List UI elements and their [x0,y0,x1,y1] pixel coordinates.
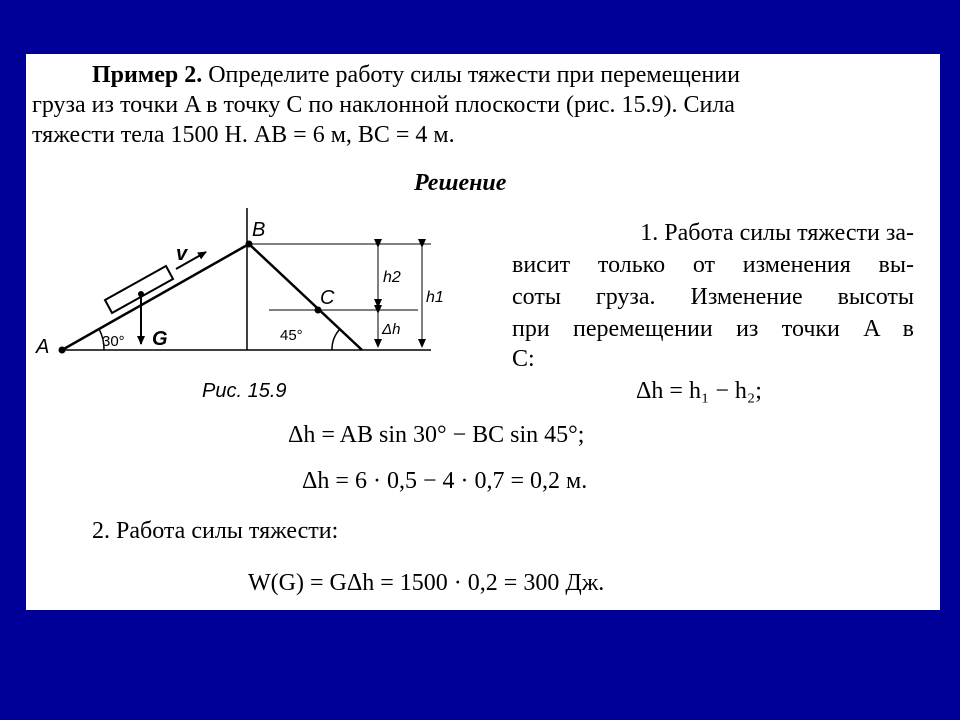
label-h2: h2 [383,269,401,286]
angle-30-label: 30° [102,333,125,350]
point-a [59,347,66,354]
point-b [246,241,253,248]
problem-line-2: груза из точки A в точку C по наклонной плоскости (рис. 15.9). Сила [32,92,735,118]
formula-1: Δh = h₁ − h₂; [636,378,762,404]
step1-line-3: соты груза. Изменение высоты [512,284,914,310]
figure-caption: Рис. 15.9 [202,380,287,402]
problem-text-1: Определите работу силы тяжести при перемещении [208,62,740,88]
step2-label: 2. Работа силы тяжести: [92,518,339,544]
label-c: C [320,287,335,309]
step1-line-2: висит только от изменения вы- [512,252,914,278]
document-page [26,54,940,610]
label-b: B [252,219,266,241]
step1-line-4: при перемещении из точки A в [512,316,914,342]
angle-45-arc [332,329,340,350]
label-g: G [152,328,168,350]
formula-2: Δh = AB sin 30° − BC sin 45°; [288,422,585,448]
figure-15-9 [26,54,506,414]
label-a: A [36,336,50,358]
problem-prefix: Пример 2. [92,62,203,88]
problem-line-3: тяжести тела 1500 Н. AB = 6 м, BC = 4 м. [32,122,455,148]
solution-title: Решение [414,170,507,196]
angle-45-label: 45° [280,327,303,344]
label-v: v [176,243,188,265]
step2-formula: W(G) = GΔh = 1500 · 0,2 = 300 Дж. [248,570,605,596]
formula-3: Δh = 6 · 0,5 − 4 · 0,7 = 0,2 м. [302,468,588,494]
label-h1: h1 [426,289,444,306]
step1-line-1: 1. Работа силы тяжести за- [640,220,914,246]
label-dh: Δh [382,321,401,338]
descent-line [249,244,362,350]
step1-line-5: C: [512,346,535,372]
